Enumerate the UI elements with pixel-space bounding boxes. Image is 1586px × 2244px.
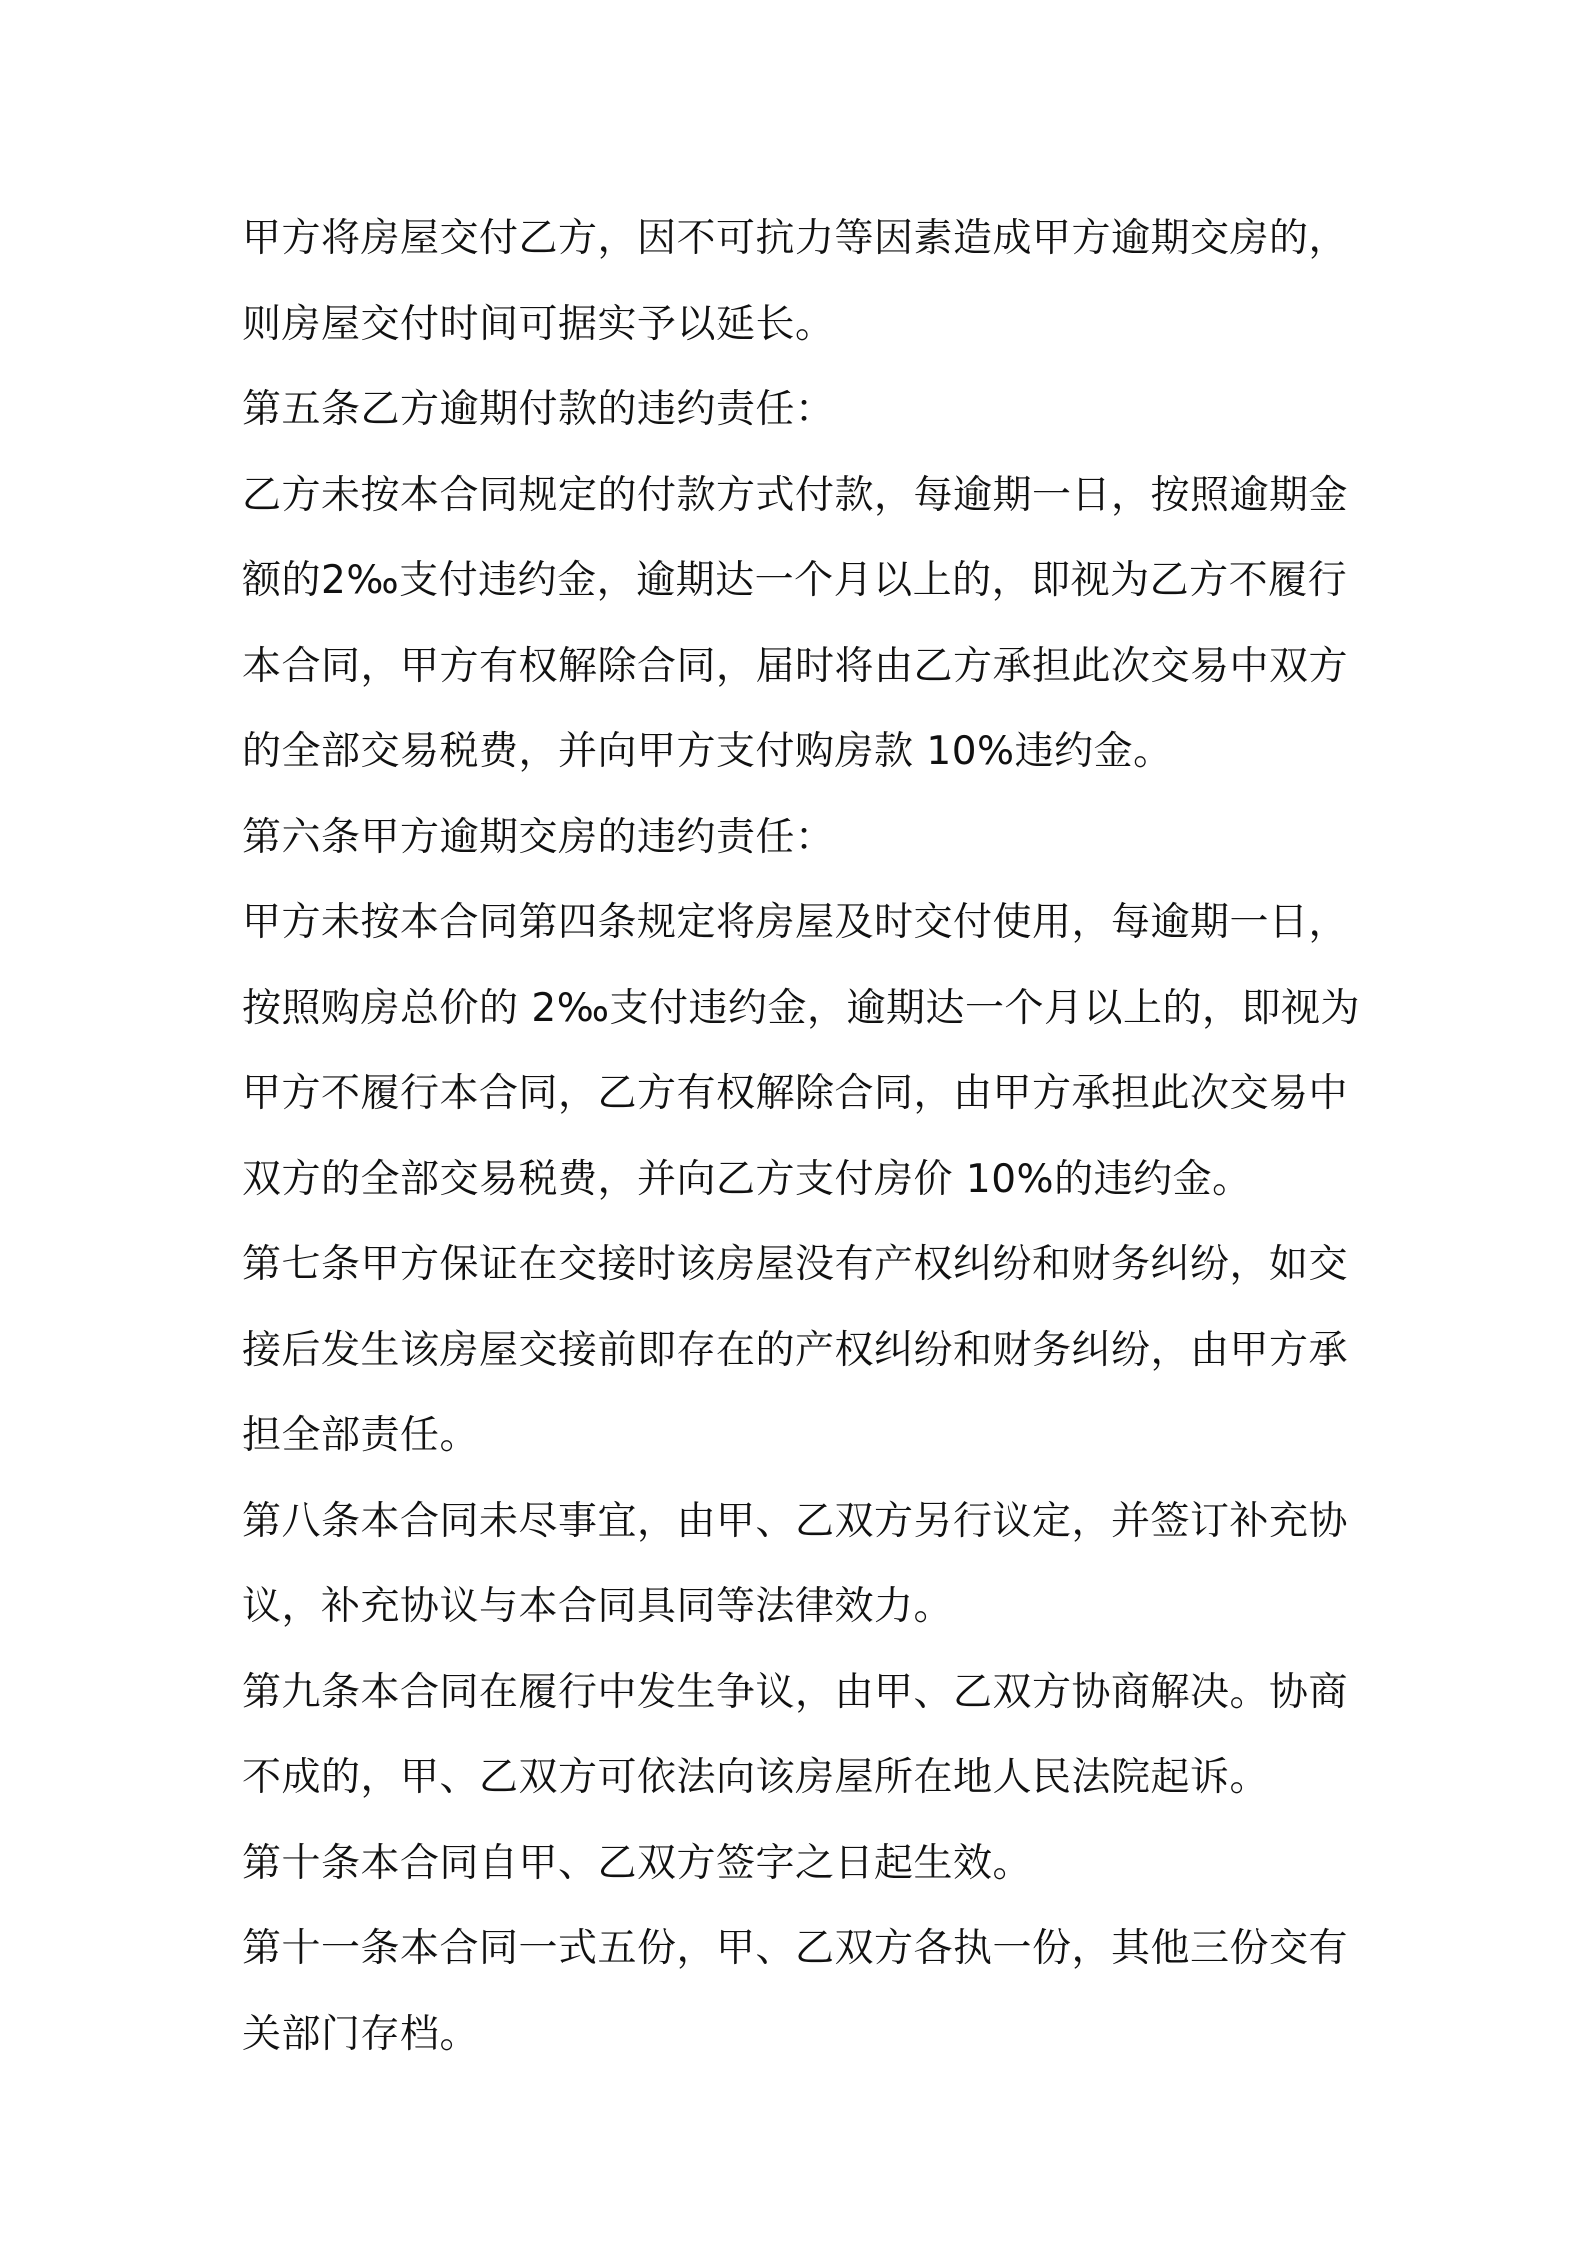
paragraph-article-7: 第七条甲方保证在交接时该房屋没有产权纠纷和财务纠纷，如交接后发生该房屋交接前即存在的产权纠纷和财务纠纷，由甲方承担全部责任。: [242, 1242, 1349, 1458]
paragraph-article-9: 第九条本合同在履行中发生争议，由甲、乙双方协商解决。协商不成的，甲、乙双方可依法向该房屋所在地人民法院起诉。: [242, 1669, 1349, 1800]
paragraph-article-8: 第八条本合同未尽事宜，由甲、乙双方另行议定，并签订补充协议，补充协议与本合同具同等法律效力。: [242, 1498, 1349, 1629]
heading-article-5: 第五条乙方逾期付款的违约责任：: [242, 387, 835, 432]
heading-article-6: 第六条甲方逾期交房的违约责任：: [242, 814, 835, 860]
paragraph-article-11: 第十一条本合同一式五份，甲、乙双方各执一份，其他三份交有关部门存档。: [242, 1926, 1349, 2057]
paragraph-article-10: 第十条本合同自甲、乙双方签字之日起生效。: [242, 1840, 1033, 1886]
paragraph-article-5: 乙方未按本合同规定的付款方式付款，每逾期一日，按照逾期金额的2‰支付违约金，逾期达一个月以上的，即视为乙方不履行本合同，甲方有权解除合同，届时将由乙方承担此次交易中双方的全部交易税费，并向甲方支付购房款 10%违约金。: [242, 472, 1349, 774]
paragraph-article-6: 甲方未按本合同第四条规定将房屋及时交付使用，每逾期一日，按照购房总价的 2‰支付违约金，逾期达一个月以上的，即视为甲方不履行本合同，乙方有权解除合同，由甲方承担此次交易中双方的全部交易税费，并向乙方支付房价 10%的违约金。: [242, 900, 1361, 1202]
paragraph-delivery-extension: 甲方将房屋交付乙方，因不可抗力等因素造成甲方逾期交房的，则房屋交付时间可据实予以延长。: [242, 216, 1349, 347]
document-body: [242, 196, 1362, 2077]
